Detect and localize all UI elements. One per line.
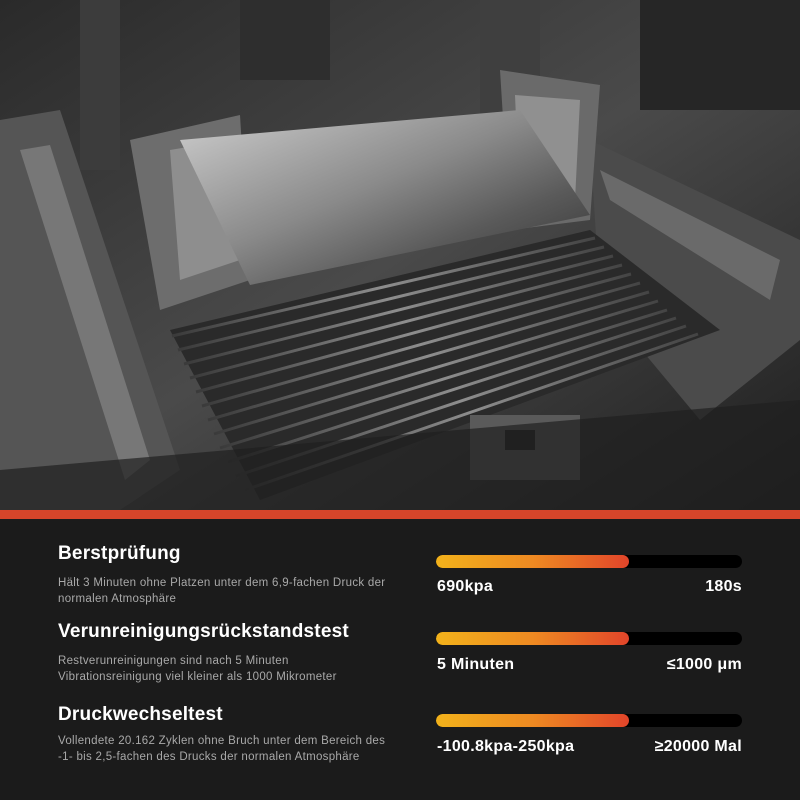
spec-description: Hält 3 Minuten ohne Platzen unter dem 6,9-fachen Druck der normalen Atmosphäre — [58, 577, 386, 605]
progress-bar — [436, 714, 742, 727]
spec-title: Berstprüfung — [58, 543, 181, 564]
spec-title: Druckwechseltest — [58, 704, 223, 725]
spec-description: Vollendete 20.162 Zyklen ohne Bruch unter dem Bereich des -1- bis 2,5-fachen des Drucks der normalen Atmosphäre — [58, 735, 386, 763]
spec-pressure-cycle-test — [0, 704, 800, 794]
value-right: 180s — [705, 578, 742, 595]
accent-divider — [0, 510, 800, 519]
progress-bar — [436, 632, 742, 645]
value-left: 690kpa — [437, 578, 494, 595]
spec-section — [0, 519, 800, 800]
progress-bar-fill — [436, 632, 629, 645]
progress-bar-fill — [436, 555, 629, 568]
spec-description: Restverunreinigungen sind nach 5 Minuten Vibrationsreinigung viel kleiner als 1000 Mikrometer — [58, 655, 337, 683]
value-right: ≤1000 μm — [666, 656, 742, 673]
progress-bar-fill — [436, 714, 629, 727]
value-left: 5 Minuten — [437, 656, 515, 673]
value-left: -100.8kpa-250kpa — [437, 738, 575, 755]
spec-contamination-test — [0, 621, 800, 701]
spec-title: Verunreinigungsrückstandstest — [58, 621, 349, 642]
value-right: ≥20000 Mal — [654, 738, 742, 755]
spec-burst-test — [0, 543, 800, 623]
progress-bar — [436, 555, 742, 568]
